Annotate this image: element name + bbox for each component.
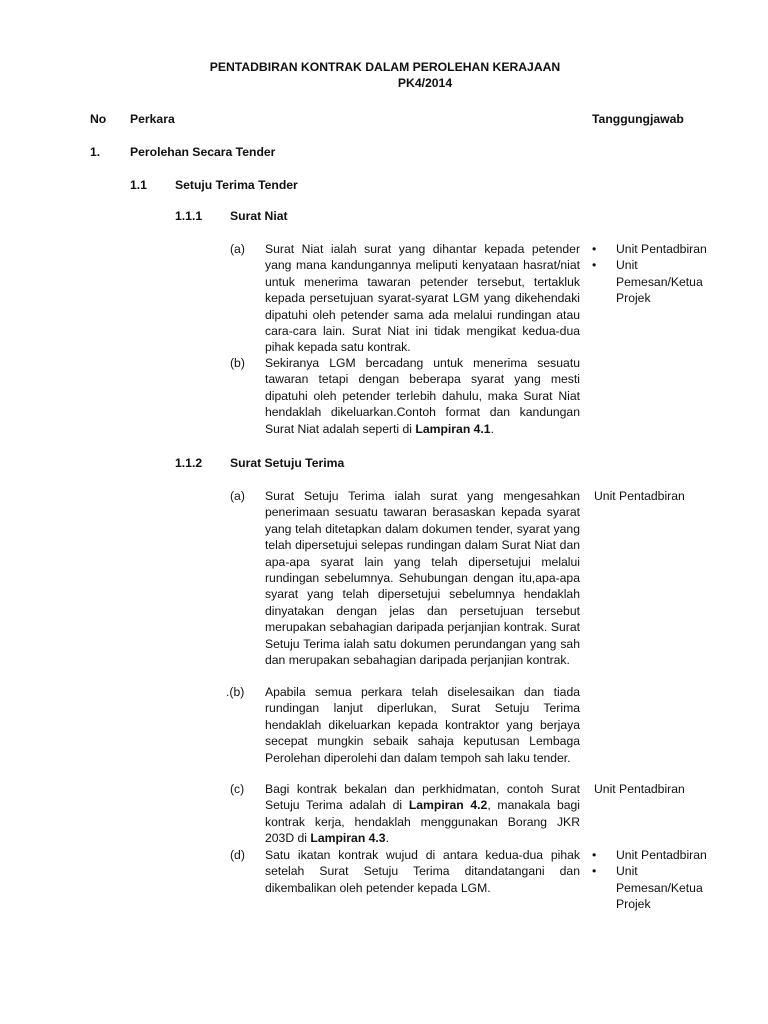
responsibility-item: • Unit Pentadbiran	[592, 847, 752, 863]
section-1-1-2-number: 1.1.2	[175, 456, 203, 470]
paragraph-setuju-terima-a: Surat Setuju Terima ialah surat yang mengesahkan penerimaan sesuatu tawaran berasaskan kepada syarat yang telah ditetapkan dalam dokumen tender, syarat yang telah dipersetujui selepas rundingan dalam Surat Niat dan apa-apa syarat lain yang telah dipersetujui melalui rundingan sebelumnya. Sehubungan dengan itu,apa-apa syarat yang telah dipersetujui sebelumnya hendaklah dinyatakan dengan jelas dan persetujuan tersebut merupakan sebahagian daripada perjanjian kontrak. Surat Setuju Terima ialah satu dokumen perundangan yang sah dan merupakan sebahagian daripada perjanjian kontrak.	[265, 489, 580, 668]
paragraph-end: .	[490, 421, 494, 436]
responsibility-setuju-terima-d	[592, 847, 752, 913]
item-label: (c)	[230, 782, 245, 796]
lampiran-reference: Lampiran 4.3	[310, 831, 386, 846]
title-line-1: PENTADBIRAN KONTRAK DALAM PEROLEHAN KERAJAAN	[209, 60, 561, 74]
section-1-1-2-title: Surat Setuju Terima	[230, 456, 345, 470]
responsibility-setuju-terima-c: Unit Pentadbiran	[594, 782, 685, 796]
lampiran-reference: Lampiran 4.2	[408, 798, 488, 813]
section-1-1-1-title: Surat Niat	[230, 209, 288, 223]
paragraph-text: , manakala bagi kontrak kerja, hendaklah menggunakan Borang JKR 203D di	[265, 798, 581, 846]
responsibility-surat-niat-a	[592, 241, 752, 307]
section-1-title: Perolehan Secara Tender	[130, 145, 276, 159]
item-label: .(b)	[226, 685, 245, 699]
paragraph-surat-niat-a: Surat Niat ialah surat yang dihantar kepada petender yang mana kandungannya meliputi kenyataan hasrat/niat untuk menerima tawaran petender tersebut, tertakluk kepada persetujuan syarat-syarat LGM yang dikehendaki dipatuhi oleh petender sama ada melalui rundingan atau cara-cara lain. Surat Niat ini tidak mengikat kedua-dua pihak kepada satu kontrak.	[265, 242, 580, 355]
item-label: (d)	[230, 848, 245, 862]
document-title	[160, 59, 610, 91]
paragraph-setuju-terima-d: Satu ikatan kontrak wujud di antara kedua-dua pihak setelah Surat Setuju Terima ditandatangani dan dikembalikan oleh petender kepada LGM.	[265, 848, 580, 895]
lampiran-reference: Lampiran 4.1	[415, 421, 491, 436]
paragraph-setuju-terima-b: Apabila semua perkara telah diselesaikan dan tiada rundingan lanjut diperlukan, Surat Setuju Terima hendaklah dikeluarkan kepada kontraktor yang berjaya secepat mungkin sebaik sahaja keputusan Lembaga Perolehan diperolehi dan dalam tempoh sah laku tender.	[265, 685, 580, 765]
header-no: No	[90, 112, 107, 126]
header-perkara: Perkara	[130, 112, 175, 126]
item-label: (b)	[230, 356, 245, 370]
paragraph-setuju-terima-c	[265, 781, 580, 847]
title-line-2: PK4/2014	[397, 76, 453, 90]
section-1-1-number: 1.1	[130, 178, 147, 192]
section-1-1-1-number: 1.1.1	[175, 209, 203, 223]
paragraph-text: Sekiranya LGM bercadang untuk menerima sesuatu tawaran tetapi dengan beberapa syarat yang mesti dipatuhi oleh petender terlebih dahulu, maka Surat Niat hendaklah dikeluarkan.Contoh format dan kandungan Surat Niat adalah seperti di	[265, 356, 580, 436]
item-label: (a)	[230, 242, 245, 256]
paragraph-surat-niat-b	[265, 355, 580, 437]
responsibility-item: • Unit Pemesan/Ketua Projek	[592, 863, 706, 912]
responsibility-item: • Unit Pemesan/Ketua Projek	[592, 257, 706, 306]
paragraph-text: Bagi kontrak bekalan dan perkhidmatan, contoh Surat Setuju Terima adalah di	[265, 782, 580, 813]
section-1-number: 1.	[90, 145, 101, 159]
paragraph-end: .	[385, 831, 389, 846]
responsibility-item: • Unit Pentadbiran	[592, 241, 752, 257]
section-1-1-title: Setuju Terima Tender	[175, 178, 298, 192]
responsibility-setuju-terima-a: Unit Pentadbiran	[594, 489, 685, 503]
header-tanggungjawab: Tanggungjawab	[592, 112, 684, 126]
item-label: (a)	[230, 489, 245, 503]
